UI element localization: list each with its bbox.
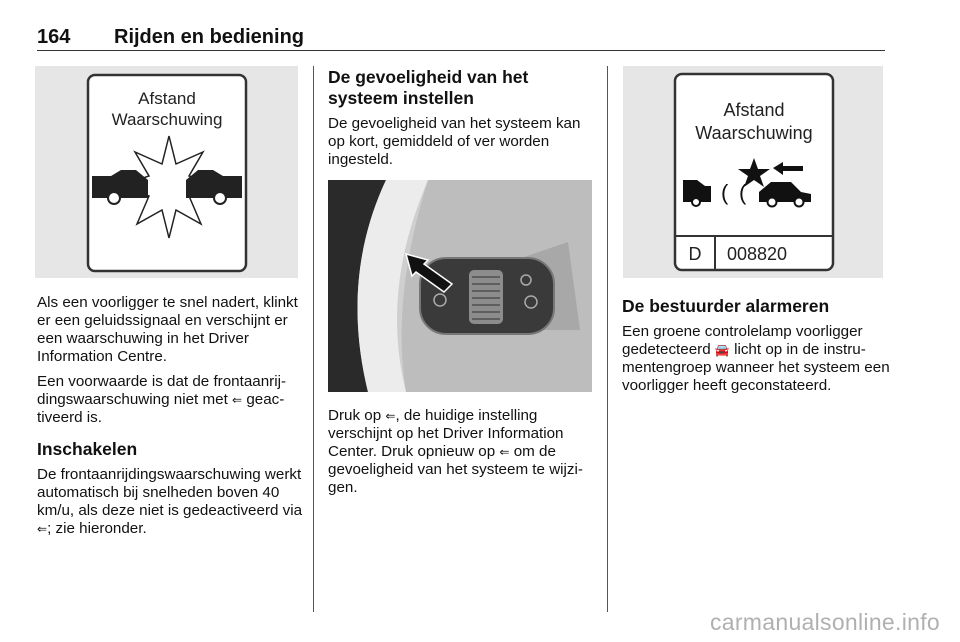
column-2-text-top — [328, 67, 596, 176]
paragraph: De frontaanrijdingswaarschuwing werkt automatisch bij snelheden boven 40 km/u, als deze niet is gedeactiveerd via ⇐; zie hieronder. — [37, 466, 303, 537]
column-2-text-bottom — [328, 407, 596, 504]
paragraph: Druk op ⇐, de huidige instelling verschijnt op het Driver Information Center. Druk opnieuw op ⇐ om de gevoeligheid van het systeem te wijzi-gen. — [328, 407, 583, 496]
wave-icon: ( — [739, 180, 747, 205]
figure-fcw-drawing — [35, 66, 298, 278]
column-1-text — [37, 294, 305, 545]
figure-footer-letter: D — [688, 244, 702, 264]
page-header — [37, 26, 885, 52]
section-heading: De bestuurder alarmeren — [622, 296, 830, 316]
column-3-text — [622, 296, 890, 402]
figure-fcw-distance-display — [623, 66, 883, 278]
figure-steering-wheel — [328, 180, 592, 392]
column-divider-1 — [313, 66, 314, 612]
paragraph: Een groene controlelamp voorligger gedetecteerd 🚘 licht op in de instru-mentengroep wanneer het systeem een voorligger heeft geconstateerd. — [622, 323, 890, 394]
figure-title-line2: Waarschuwing — [111, 110, 223, 129]
figure-title-line1: Afstand — [138, 89, 196, 108]
paragraph: Een voorwaarde is dat de frontaanrij-dingswaarschuwing niet met ⇐ geac-tiveerd is. — [37, 373, 287, 426]
paragraph: Als een voorligger te snel nadert, klinkt er een geluidssignaal en verschijnt er een waarschuwing in het Driver Information Centre. — [37, 294, 298, 365]
section-heading: Inschakelen — [37, 439, 138, 459]
figure-fcw-distance-drawing — [623, 66, 883, 278]
vehicle-distance-icon: ⇐ — [499, 445, 510, 459]
figure-steering-drawing — [328, 180, 592, 392]
vehicle-distance-icon: ⇐ — [232, 393, 243, 407]
section-heading: De gevoeligheid van het systeem instellen — [328, 67, 529, 108]
wave-icon: ( — [721, 180, 729, 205]
running-title: Rijden en bediening — [114, 26, 305, 48]
page-number: 164 — [37, 26, 71, 48]
vehicle-distance-icon: ⇐ — [37, 522, 48, 536]
figure-title-line1: Afstand — [723, 100, 785, 120]
column-divider-2 — [607, 66, 608, 612]
vehicle-distance-icon: ⇐ — [385, 409, 396, 423]
paragraph: De gevoeligheid van het systeem kan op kort, gemiddeld of ver worden ingesteld. — [328, 115, 581, 168]
figure-footer-value: 008820 — [727, 244, 788, 264]
header-rule — [37, 50, 885, 51]
figure-fcw-display — [35, 66, 298, 278]
watermark: carmanualsonline.info — [709, 609, 940, 635]
figure-title-line2: Waarschuwing — [695, 123, 813, 143]
car-front-icon: 🚘 — [714, 343, 730, 357]
